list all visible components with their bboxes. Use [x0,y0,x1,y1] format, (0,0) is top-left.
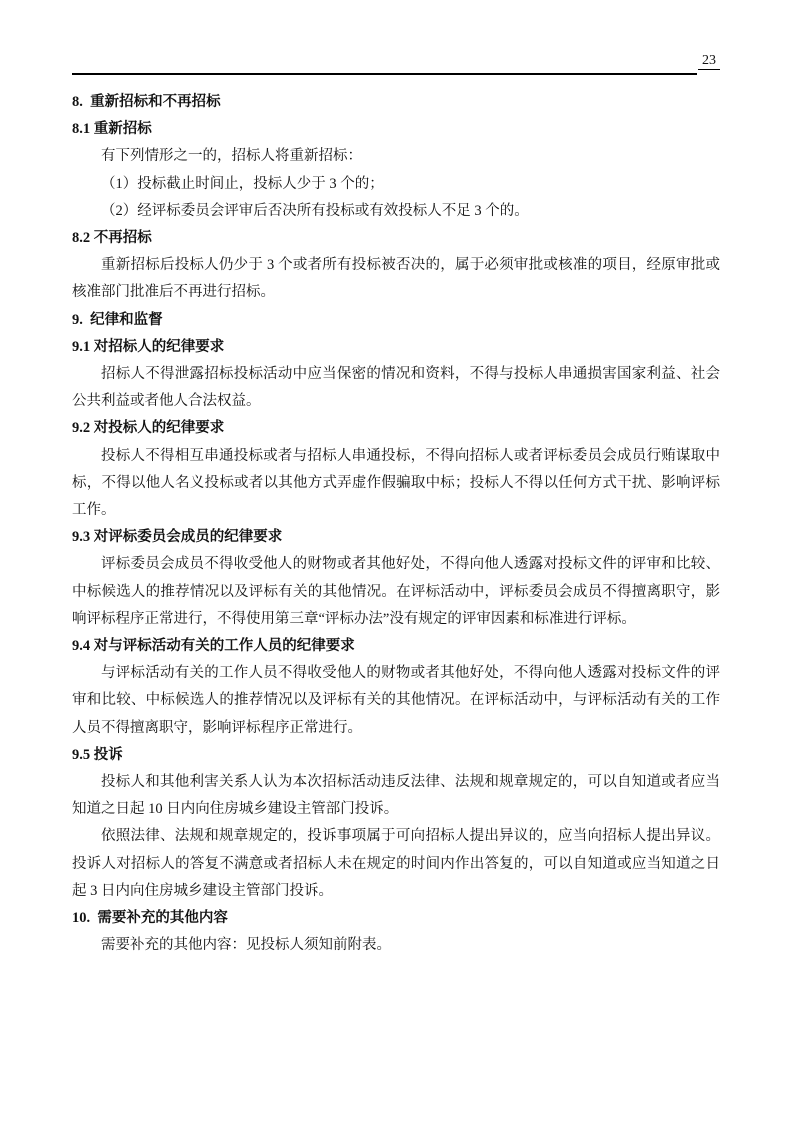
paragraph: 招标人不得泄露招标投标活动中应当保密的情况和资料，不得与投标人串通损害国家利益、社会公共利益或者他人合法权益。 [72,366,720,410]
paragraph: 评标委员会成员不得收受他人的财物或者其他好处，不得向他人透露对投标文件的评审和比较、中标候选人的推荐情况以及评标有关的其他情况。在评标活动中，评标委员会成员不得擅离职守，影响评标程序正常进行，不得使用第三章“评标办法”没有规定的评审因素和标准进行评标。 [72,556,720,627]
header-rule [72,73,697,75]
paragraph: 投标人不得相互串通投标或者与招标人串通投标，不得向招标人或者评标委员会成员行贿谋取中标，不得以他人名义投标或者以其他方式弄虚作假骗取中标；投标人不得以任何方式干扰、影响评标工作。 [72,447,720,519]
paragraph: 与评标活动有关的工作人员不得收受他人的财物或者其他好处，不得向他人透露对投标文件的评审和比较、中标候选人的推荐情况以及评标有关的其他情况。在评标活动中，与评标活动有关的工作人员不得擅离职守，影响评标程序正常进行。 [72,665,720,736]
subsection-heading: 9.3 对评标委员会成员的纪律要求 [72,529,283,546]
subsection-heading: 9.4 对与评标活动有关的工作人员的纪律要求 [72,638,355,655]
paragraph: 有下列情形之一的，招标人将重新招标： [101,148,362,165]
document-body [72,89,720,960]
subsection-heading: 9.1 对招标人的纪律要求 [72,338,225,355]
page-number: 23 [698,53,720,70]
subsection-heading: 8.1 重新招标 [72,121,152,138]
section-heading: 10. 需要补充的其他内容 [72,910,228,927]
section-heading: 8. 重新招标和不再招标 [72,94,221,110]
subsection-heading: 9.2 对投标人的纪律要求 [72,420,225,437]
paragraph: 需要补充的其他内容：见投标人须知前附表。 [101,937,391,954]
paragraph: （1）投标截止时间止，投标人少于 3 个的； [101,175,384,192]
paragraph: 投标人和其他利害关系人认为本次招标活动违反法律、法规和规章规定的，可以自知道或者应当知道之日起 10 日内向住房城乡建设主管部门投诉。 [72,774,720,818]
subsection-heading: 8.2 不再招标 [72,230,152,247]
paragraph: 依照法律、法规和规章规定的，投诉事项属于可向招标人提出异议的，应当向招标人提出异议。投诉人对招标人的答复不满意或者招标人未在规定的时间内作出答复的，可以自知道或应当知道之日起 3 日内向住房城乡建设主管部门投诉。 [72,828,720,899]
subsection-heading: 9.5 投诉 [72,746,123,763]
section-heading: 9. 纪律和监督 [72,311,163,328]
paragraph: （2）经评标委员会评审后否决所有投标或有效投标人不足 3 个的。 [101,202,529,219]
paragraph: 重新招标后投标人仍少于 3 个或者所有投标被否决的，属于必须审批或核准的项目，经原审批或核准部门批准后不再进行招标。 [72,257,720,301]
